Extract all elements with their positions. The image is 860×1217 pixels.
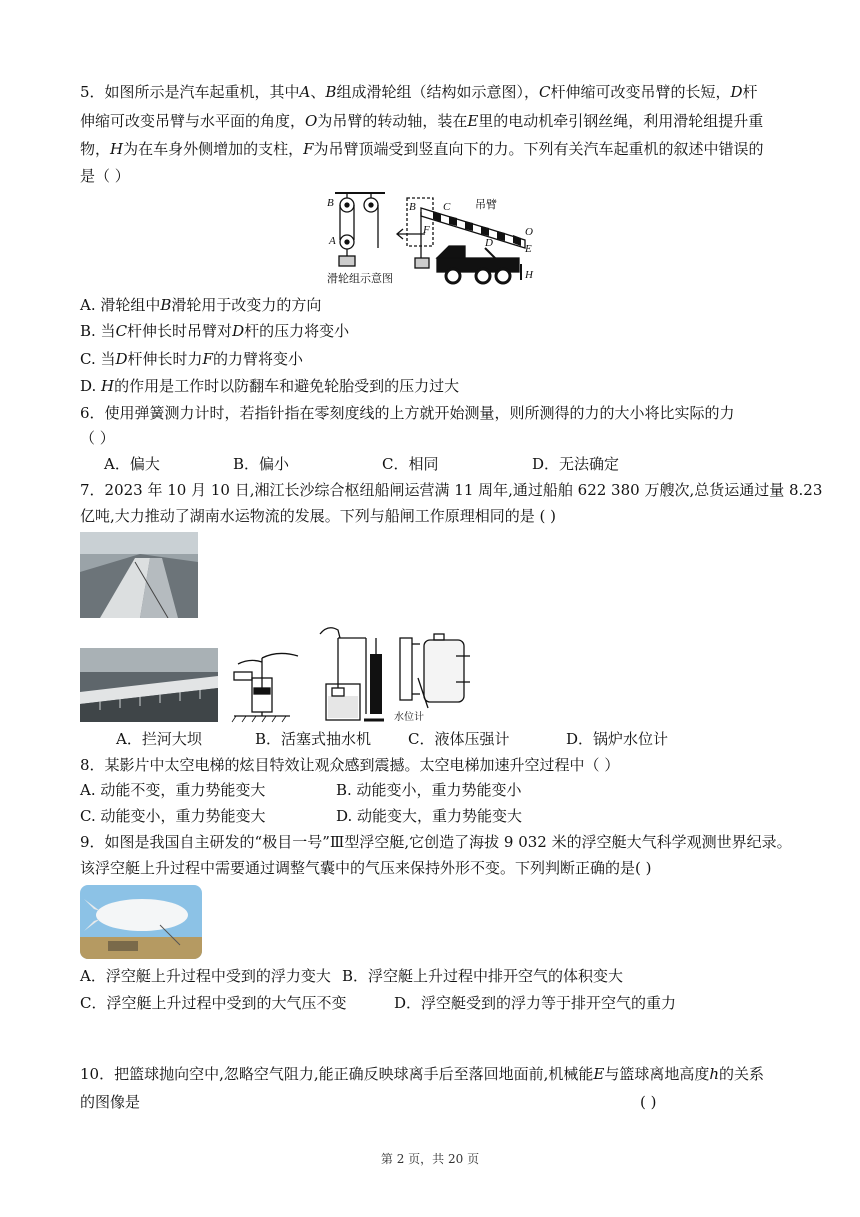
q6-line-2: （ ） <box>80 429 115 447</box>
q9-line-1: 9．如图是我国自主研发的“极目一号”Ⅲ型浮空艇,它创造了海拔 9 032 米的浮空艇大气科学观测世界纪录。 <box>80 833 792 851</box>
q7-option-c: C．液体压强计 <box>408 730 510 748</box>
q9-option-c: C．浮空艇上升过程中受到的大气压不变 <box>80 994 347 1012</box>
q8-option-a: A. 动能不变，重力势能变大 <box>80 781 266 799</box>
boiler-water-gauge-drawing <box>394 630 474 724</box>
q5-option-d: D. H的作用是工作时以防翻车和避免轮胎受到的压力过大 <box>80 377 460 395</box>
svg-text:B: B <box>409 201 416 213</box>
svg-text:B: B <box>327 197 334 209</box>
q5-option-c: C. 当D杆伸长时力F的力臂将变小 <box>80 350 303 368</box>
q5-option-a: A. 滑轮组中B滑轮用于改变力的方向 <box>80 296 322 314</box>
q7-option-a: A．拦河大坝 <box>116 730 202 748</box>
q7-line-1: 7．2023 年 10 月 10 日,湘江长沙综合枢纽船闸运营满 11 周年,通过船舶 622 380 万艘次,总货运通过量 8.23 <box>80 481 823 499</box>
svg-text:C: C <box>443 201 451 213</box>
q9-option-b: B．浮空艇上升过程中排开空气的体积变大 <box>342 967 624 985</box>
svg-text:O: O <box>525 226 533 238</box>
page-footer: 第 2 页，共 20 页 <box>380 1152 480 1166</box>
q5-line-1: 5．如图所示是汽车起重机，其中A、B组成滑轮组（结构如示意图），C杆伸缩可改变吊臂的长短，D杆 <box>80 83 758 101</box>
q6-option-c: C．相同 <box>382 455 439 473</box>
airship-photo <box>80 885 202 959</box>
q8-option-c: C. 动能变小，重力势能变大 <box>80 807 266 825</box>
svg-text:F: F <box>423 224 430 236</box>
q10-line-2: 的图像是 <box>80 1093 141 1111</box>
q5-line-4: 是（ ） <box>80 167 130 185</box>
q7-line-2: 亿吨,大力推动了湖南水运物流的发展。下列与船闸工作原理相同的是 ( ) <box>80 507 557 525</box>
q6-line-1: 6．使用弹簧测力计时，若指针指在零刻度线的上方就开始测量，则所测得的力的大小将比实际的力 <box>80 404 735 422</box>
q10-line-1: 10．把篮球抛向空中,忽略空气阻力,能正确反映球离手后至落回地面前,机械能E与篮球离地高度h的关系 <box>80 1065 765 1083</box>
q10-answer-paren: ( ) <box>640 1093 657 1111</box>
q7-option-d: D．锅炉水位计 <box>566 730 669 748</box>
q5-option-b: B. 当C杆伸长时吊臂对D杆的压力将变小 <box>80 322 350 340</box>
q8-line-1: 8．某影片中太空电梯的炫目特效让观众感到震撼。太空电梯加速升空过程中（ ） <box>80 756 620 774</box>
q8-option-b: B. 动能变小，重力势能变小 <box>336 781 522 799</box>
q6-option-a: A．偏大 <box>104 455 160 473</box>
liquid-pressure-gauge-drawing <box>314 624 394 724</box>
q5-line-3: 物，H为在车身外侧增加的支柱，F为吊臂顶端受到竖直向下的力。下列有关汽车起重机的叙述中错误的 <box>80 140 764 158</box>
water-gauge-label: 水位计 <box>394 712 424 723</box>
q5-line-2: 伸缩可改变吊臂与水平面的角度，O为吊臂的转动轴，装在E里的电动机牵引钢丝绳，利用滑轮组提升重 <box>80 112 764 130</box>
svg-text:D: D <box>485 237 493 249</box>
svg-text:H: H <box>525 269 533 281</box>
q9-option-a: A．浮空艇上升过程中受到的浮力变大 <box>80 967 331 985</box>
dam-photo <box>80 648 218 722</box>
crane-figure <box>325 188 535 286</box>
pulley-caption: 滑轮组示意图 <box>327 273 393 285</box>
ship-lock-photo <box>80 532 198 618</box>
q7-option-b: B．活塞式抽水机 <box>255 730 372 748</box>
q8-option-d: D. 动能变大，重力势能变大 <box>336 807 523 825</box>
svg-text:E: E <box>525 243 532 255</box>
svg-text:A: A <box>329 235 336 247</box>
boom-label: 吊臂 <box>475 199 497 211</box>
piston-pump-drawing <box>228 648 310 724</box>
q9-option-d: D．浮空艇受到的浮力等于排开空气的重力 <box>394 994 677 1012</box>
q6-option-b: B．偏小 <box>233 455 290 473</box>
q9-line-2: 该浮空艇上升过程中需要通过调整气囊中的气压来保持外形不变。下列判断正确的是( ) <box>80 859 652 877</box>
q6-option-d: D．无法确定 <box>532 455 620 473</box>
